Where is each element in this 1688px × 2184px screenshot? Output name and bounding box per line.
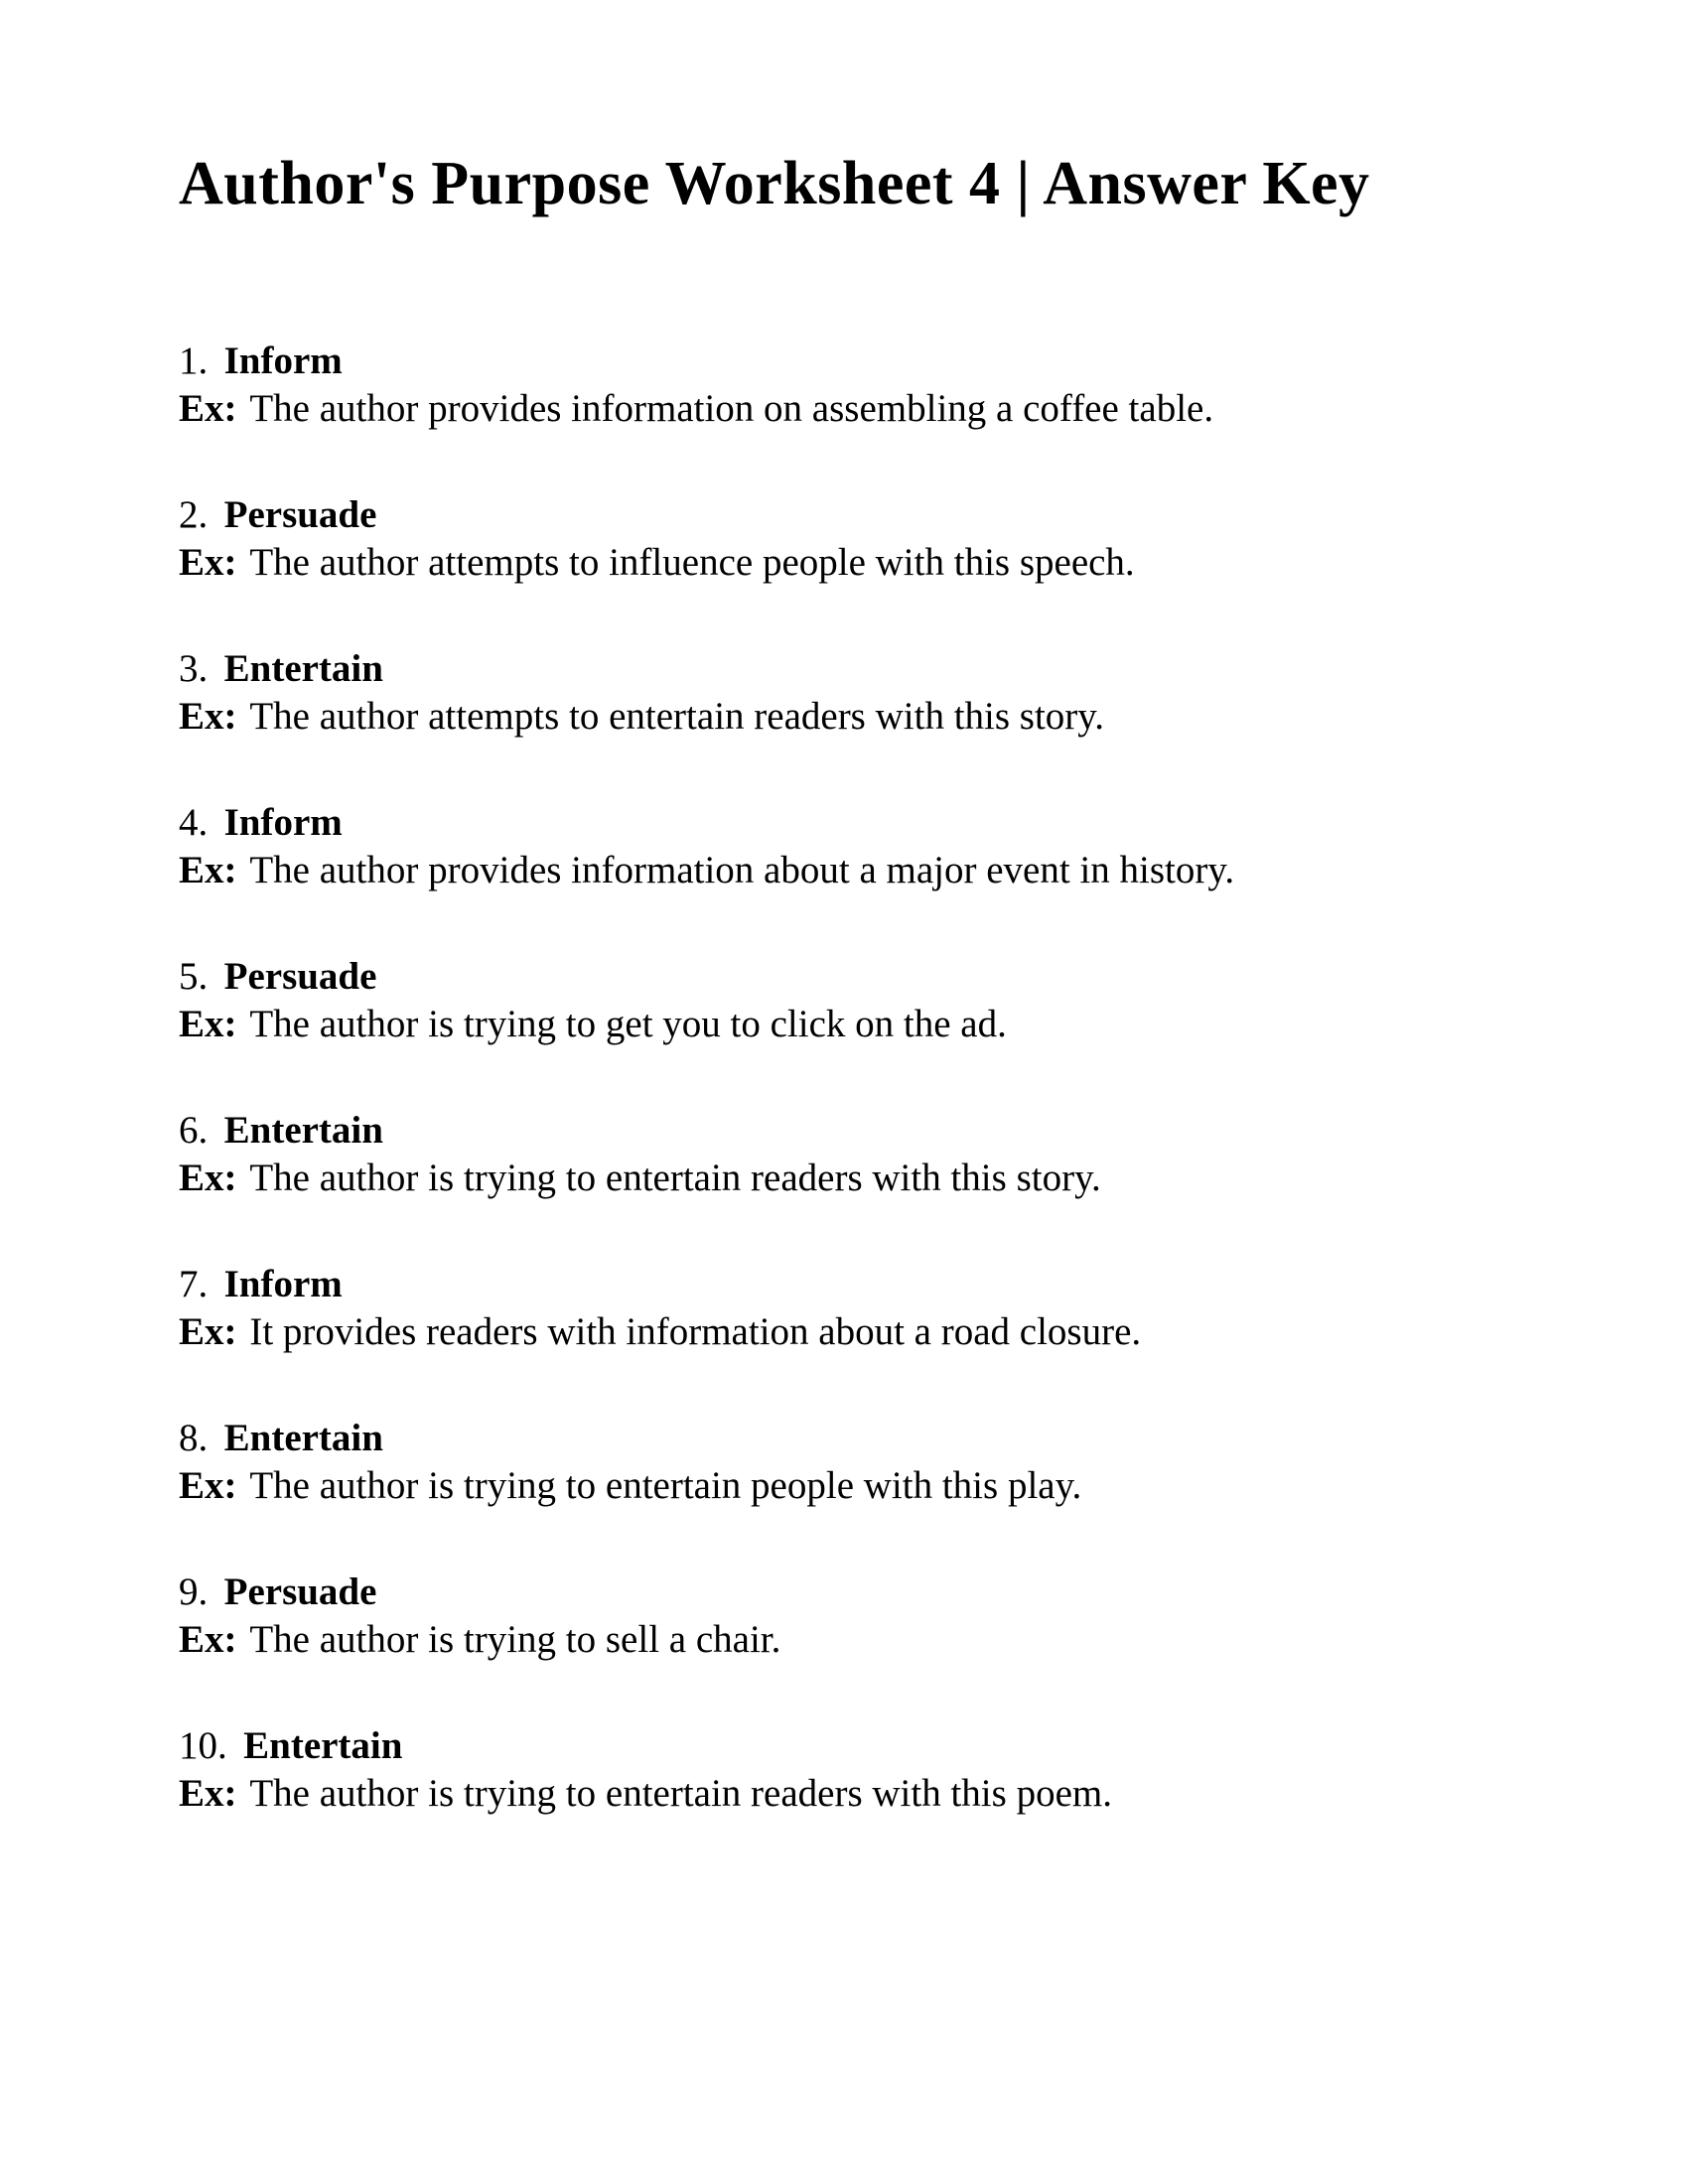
example-prefix-label: Ex: [179,387,237,431]
item-heading [179,1569,1509,1616]
item-answer: Inform [223,1263,343,1306]
item-example [179,1155,1509,1202]
example-text: The author is trying to sell a chair. [249,1618,781,1662]
item-number: 1. [179,340,209,383]
answer-key-list [179,338,1509,1818]
example-text: The author is trying to entertain people with this play. [249,1464,1082,1508]
example-prefix-label: Ex: [179,541,237,585]
example-text: The author provides information about a major event in history. [249,849,1235,892]
item-answer: Persuade [223,955,377,999]
example-text: The author provides information on assembling a coffee table. [249,387,1214,431]
item-example [179,847,1509,894]
item-number: 5. [179,955,209,999]
answer-item [179,338,1509,433]
answer-item [179,1722,1509,1818]
answer-item [179,953,1509,1048]
item-answer: Entertain [223,647,383,691]
item-example [179,693,1509,741]
item-heading [179,491,1509,539]
example-text: The author attempts to influence people with this speech. [249,541,1135,585]
item-example [179,539,1509,587]
item-answer: Inform [223,340,343,383]
item-heading [179,953,1509,1001]
item-example [179,1462,1509,1510]
example-prefix-label: Ex: [179,1157,237,1200]
example-text: It provides readers with information about a road closure. [249,1310,1142,1354]
example-text: The author is trying to entertain readers with this poem. [249,1772,1112,1816]
item-number: 3. [179,647,209,691]
item-heading [179,1722,1509,1770]
example-text: The author is trying to entertain readers with this story. [249,1157,1101,1200]
answer-item [179,1261,1509,1356]
answer-item [179,799,1509,894]
item-heading [179,1107,1509,1155]
item-number: 8. [179,1417,209,1460]
item-number: 9. [179,1570,209,1614]
example-text: The author attempts to entertain readers with this story. [249,695,1105,739]
item-number: 7. [179,1263,209,1306]
example-prefix-label: Ex: [179,1464,237,1508]
example-prefix-label: Ex: [179,849,237,892]
answer-item [179,1415,1509,1510]
item-answer: Persuade [223,493,377,537]
example-prefix-label: Ex: [179,1003,237,1046]
item-heading [179,1415,1509,1462]
example-text: The author is trying to get you to click on the ad. [249,1003,1007,1046]
item-number: 2. [179,493,209,537]
item-heading [179,645,1509,693]
example-prefix-label: Ex: [179,695,237,739]
item-number: 4. [179,801,209,845]
item-example [179,1616,1509,1664]
item-example [179,1770,1509,1818]
example-prefix-label: Ex: [179,1310,237,1354]
answer-item [179,1107,1509,1202]
item-number: 6. [179,1109,209,1153]
item-answer: Inform [223,801,343,845]
item-example [179,1001,1509,1048]
example-prefix-label: Ex: [179,1618,237,1662]
item-answer: Entertain [223,1109,383,1153]
answer-item [179,645,1509,741]
item-example [179,1308,1509,1356]
item-answer: Persuade [223,1570,377,1614]
example-prefix-label: Ex: [179,1772,237,1816]
page-title: Author's Purpose Worksheet 4 | Answer Key [179,150,1370,217]
item-number: 10. [179,1724,227,1768]
item-example [179,385,1509,433]
item-heading [179,1261,1509,1308]
answer-item [179,1569,1509,1664]
item-heading [179,338,1509,385]
answer-item [179,491,1509,587]
item-answer: Entertain [243,1724,403,1768]
item-answer: Entertain [223,1417,383,1460]
item-heading [179,799,1509,847]
